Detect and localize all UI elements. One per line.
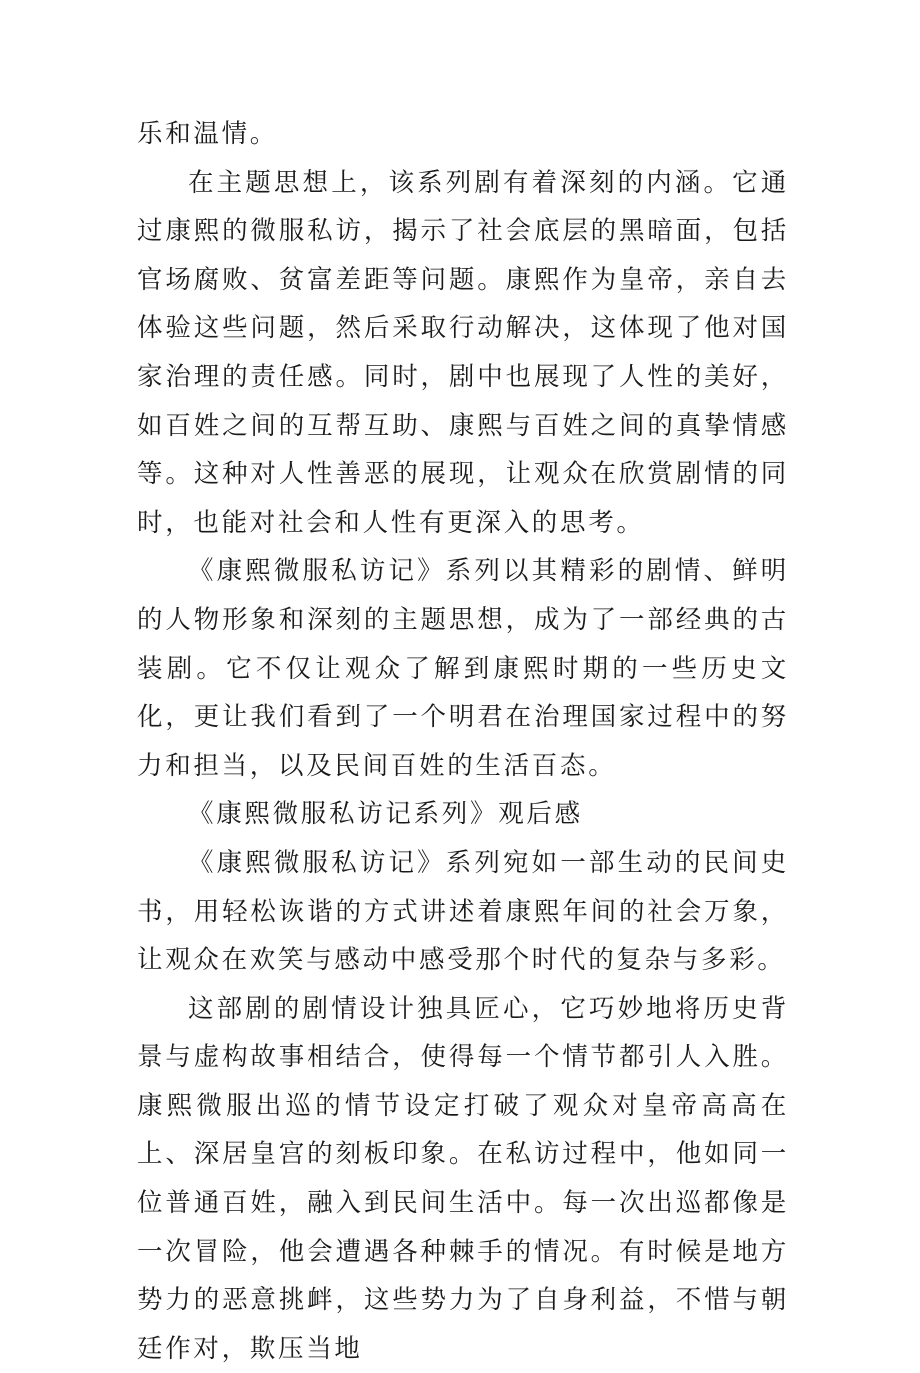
paragraph-theme: 在主题思想上，该系列剧有着深刻的内涵。它通过康熙的微服私访，揭示了社会底层的黑暗面，包括官场腐败、贫富差距等问题。康熙作为皇帝，亲自去体验这些问题，然后采取行动解决，这体现了他对国家治理的责任感。同时，剧中也展现了人性的美好，如百姓之间的互帮互助、康熙与百姓之间的真挚情感等。这种对人性善恶的展现，让观众在欣赏剧情的同时，也能对社会和人性有更深入的思考。 bbox=[137, 167, 789, 538]
section-heading: 《康熙微服私访记系列》观后感 bbox=[188, 799, 583, 830]
paragraph-continuation: 乐和温情。 bbox=[137, 119, 279, 149]
paragraph-plot: 这部剧的剧情设计独具匠心，它巧妙地将历史背景与虚构故事相结合，使得每一个情节都引人入胜。康熙微服出巡的情节设定打破了观众对皇帝高高在上、深居皇宫的刻板印象。在私访过程中，他如同一位普通百姓，融入到民间生活中。每一次出巡都像是一次冒险，他会遭遇各种棘手的情况。有时候是地方势力的恶意挑衅，这些势力为了自身利益，不惜与朝廷作对，欺压当地 bbox=[137, 993, 789, 1364]
paragraph-intro: 《康熙微服私访记》系列宛如一部生动的民间史书，用轻松诙谐的方式讲述着康熙年间的社会万象，让观众在欢笑与感动中感受那个时代的复杂与多彩。 bbox=[137, 847, 789, 976]
paragraph-summary: 《康熙微服私访记》系列以其精彩的剧情、鲜明的人物形象和深刻的主题思想，成为了一部经典的古装剧。它不仅让观众了解到康熙时期的一些历史文化，更让我们看到了一个明君在治理国家过程中的努力和担当，以及民间百姓的生活百态。 bbox=[137, 556, 789, 781]
document-body bbox=[137, 110, 789, 1373]
